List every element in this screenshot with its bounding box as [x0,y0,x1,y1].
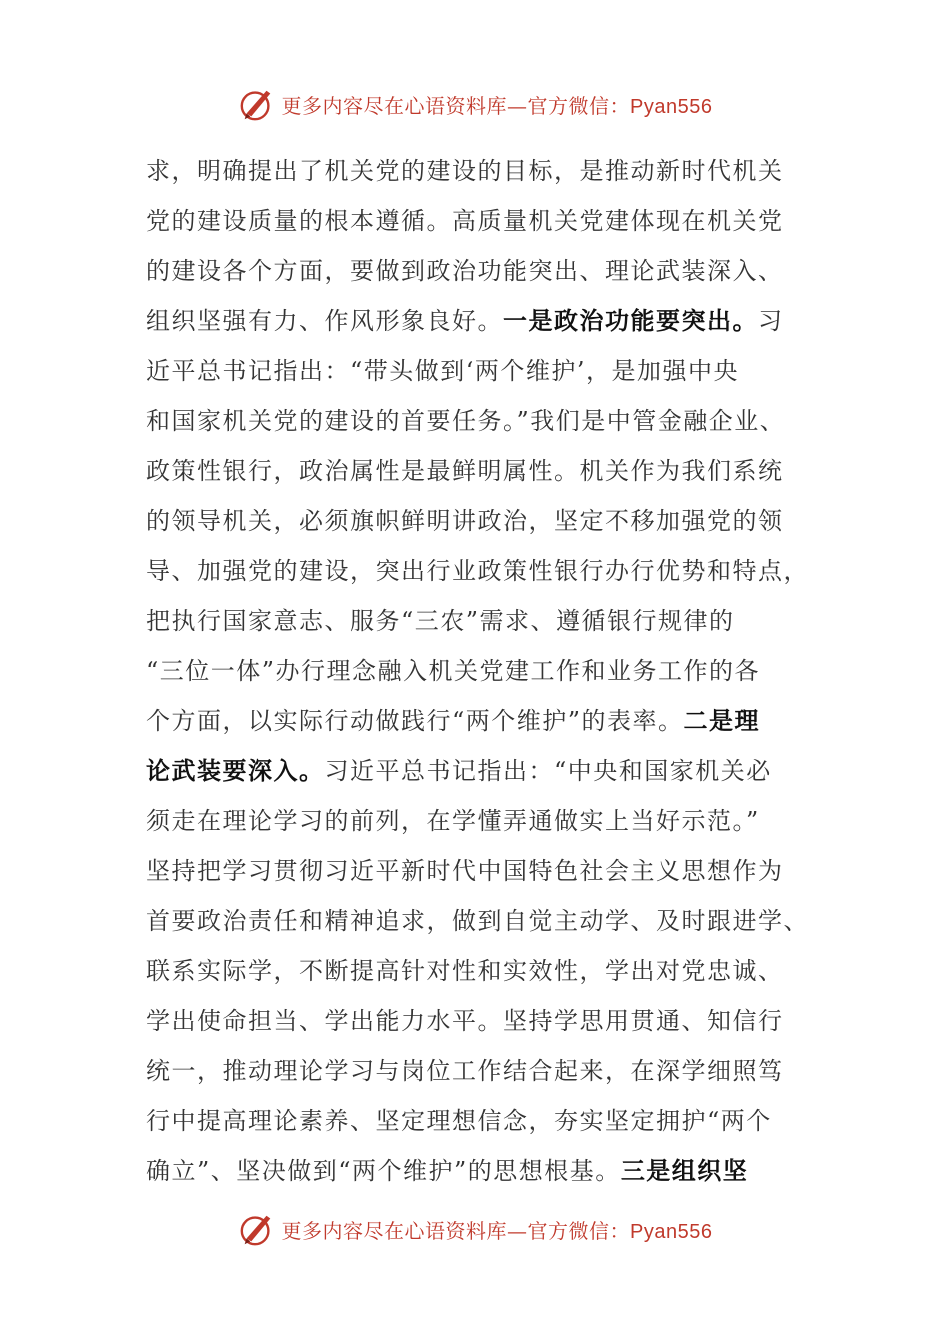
text-line: 的领导机关，必须旗帜鲜明讲政治，坚定不移加强党的领 [146,507,784,535]
footer-wechat-id: Pyan556 [630,1220,713,1243]
text-segment: 确立”、坚决做到“两个维护”的思想根基。 [146,1157,621,1185]
text-segment: 习 [758,307,784,335]
article-body [146,146,809,1196]
bold-heading-text: 一是政治功能要突出。 [503,306,758,335]
header-banner-text: 更多内容尽在心语资料库—官方微信：Pyan556 [281,93,713,118]
text-line: 联系实际学，不断提高针对性和实效性，学出对党忠诚、 [146,957,784,985]
text-line: 行中提高理论素养、坚定理想信念，夯实坚定拥护“两个 [146,1107,772,1135]
header-banner [0,82,950,126]
text-segment: 个方面，以实际行动做践行“两个维护”的表率。 [146,707,684,735]
text-line: 导、加强党的建设，突出行业政策性银行办行优势和特点， [146,557,809,585]
text-line: 坚持把学习贯彻习近平新时代中国特色社会主义思想作为 [146,857,784,885]
text-line [146,296,806,346]
bold-heading-text: 三是组织坚 [620,1156,749,1185]
text-line: 和国家机关党的建设的首要任务。”我们是中管金融企业、 [146,407,786,435]
footer-banner-text: 更多内容尽在心语资料库—官方微信：Pyan556 [281,1218,713,1243]
footer-banner [0,1207,950,1251]
text-line: 须走在理论学习的前列，在学懂弄通做实上当好示范。” [146,807,760,835]
text-segment: 习近平总书记指出：“中央和国家机关必 [324,757,772,785]
bold-heading-text: 论武装要深入。 [146,756,325,785]
pen-circle-logo-icon [238,1210,276,1248]
text-segment: 组织坚强有力、作风形象良好。 [146,307,503,335]
text-line: 学出使命担当、学出能力水平。坚持学思用贯通、知信行 [146,1007,784,1035]
text-line: 近平总书记指出：“带头做到‘两个维护’，是加强中央 [146,357,740,385]
bold-heading-text: 二是理 [683,706,761,735]
text-line: 统一，推动理论学习与岗位工作结合起来，在深学细照笃 [146,1057,784,1085]
text-line: “三位一体”办行理念融入机关党建工作和业务工作的各 [146,657,761,685]
text-line: 政策性银行，政治属性是最鲜明属性。机关作为我们系统 [146,457,784,485]
header-wechat-id: Pyan556 [630,95,713,118]
text-line [146,696,806,746]
text-line: 求，明确提出了机关党的建设的目标，是推动新时代机关 [146,157,784,185]
text-line [146,746,806,796]
text-line: 把执行国家意志、服务“三农”需求、遵循银行规律的 [146,607,735,635]
text-line: 党的建设质量的根本遵循。高质量机关党建体现在机关党 [146,207,784,235]
pen-circle-logo-icon [238,85,276,123]
text-line: 的建设各个方面，要做到政治功能突出、理论武装深入、 [146,257,784,285]
text-line: 首要政治责任和精神追求，做到自觉主动学、及时跟进学、 [146,907,809,935]
text-line [146,1146,806,1196]
